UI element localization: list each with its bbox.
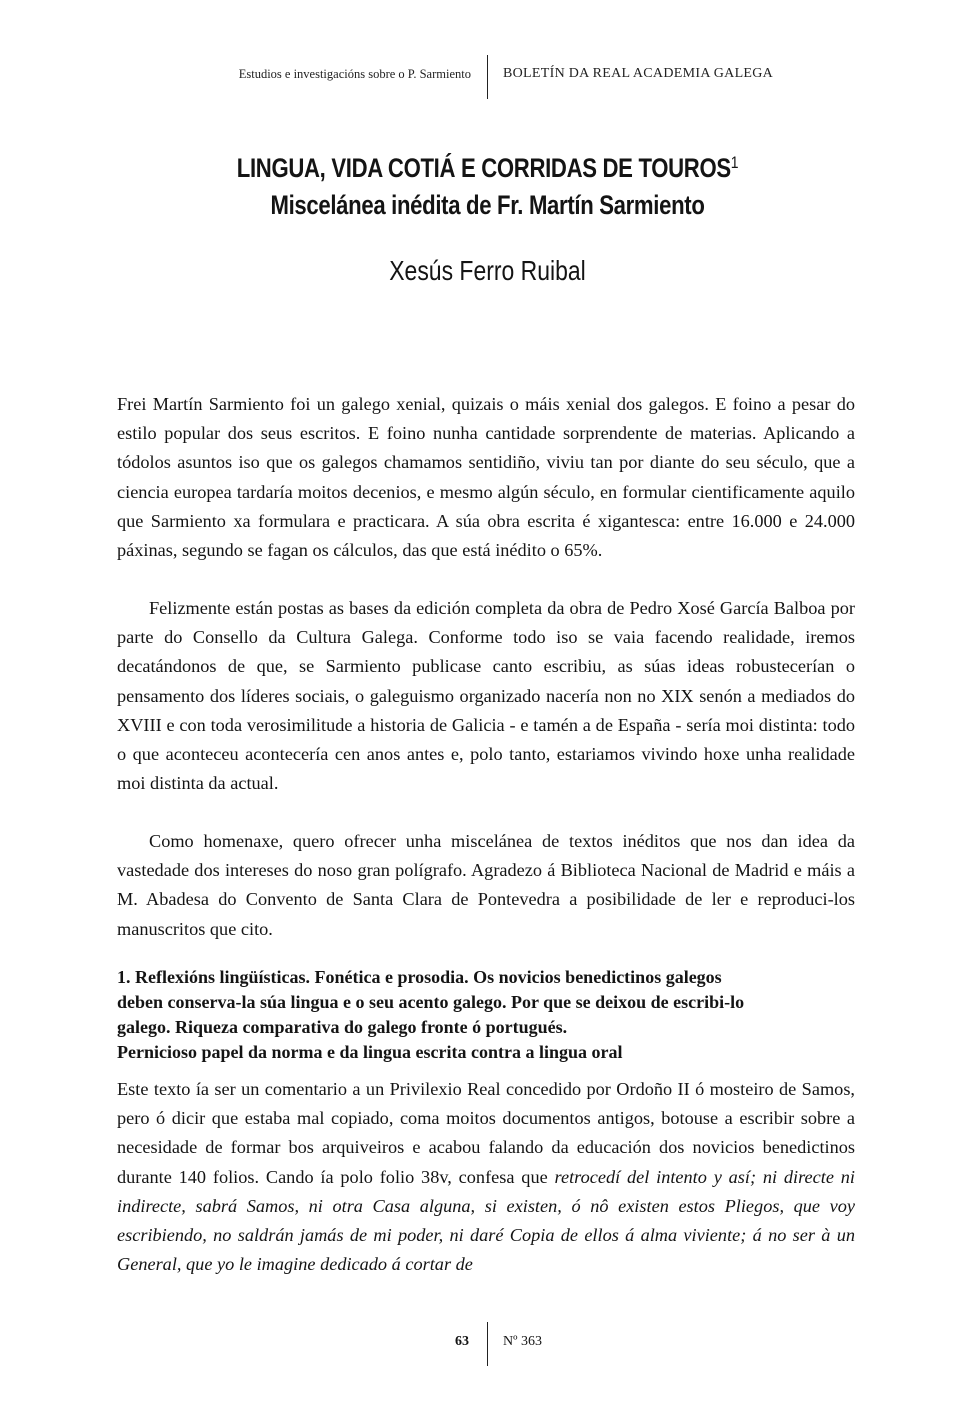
paragraph-text: [117, 1075, 855, 1279]
section-heading-line: galego. Riqueza comparativa do galego fronte ó portugués.: [117, 1017, 568, 1037]
quoted-passage: retrocedí del intento y así; ni directe ni indirecte, sabrá Samos, ni otra Casa alguna, si existen, ó nô existen estos Pliegos, que voy escribiendo, no saldrán jamás de mi poder, ni daré Copia de ellos á alma viviente; á no ser à un General, que yo le imagine dedicado á cortar de: [117, 1166, 855, 1275]
issue-number: Nº 363: [503, 1334, 542, 1349]
paragraph-plain-text: Este texto ía ser un comentario a un Privilexio Real concedido por Ordoño II ó mosteiro de Samos, pero ó dicir que estaba mal copiado, coma moitos documentos antigos, botouse a escribir sobre a necesidade de formar bos arquiveiros e acabou falando da educación dos novicios benedictinos durante 140 folios. Cando ía polo folio 38v, confesa que: [117, 1079, 855, 1187]
title-text: LINGUA, VIDA COTIÁ E CORRIDAS DE TOUROS: [236, 153, 731, 183]
body-paragraph-2: [117, 594, 855, 798]
page-footer: [0, 1322, 975, 1366]
header-divider: [487, 55, 488, 99]
section-paragraph: [117, 1075, 855, 1279]
article-author: Xesús Ferro Ruibal: [389, 255, 586, 286]
section-heading-line: Pernicioso papel da norma e da lingua escrita contra a lingua oral: [117, 1042, 623, 1062]
section-heading-line: 1. Reflexións lingüísticas. Fonética e prosodia. Os novicios benedictinos galegos: [117, 967, 722, 987]
footnote-marker[interactable]: 1: [730, 153, 739, 172]
footer-divider: [487, 1322, 488, 1366]
article-title: [0, 144, 975, 224]
page-number: 63: [455, 1334, 469, 1349]
section-heading: [117, 965, 862, 1065]
article-title-main: [88, 144, 888, 187]
body-paragraph-3: [117, 827, 855, 944]
article-subtitle: Miscelánea inédita de Fr. Martín Sarmiento: [270, 190, 705, 220]
section-heading-line: deben conserva-la súa lingua e o seu acento galego. Por que se deixou de escribi-lo: [117, 992, 745, 1012]
paragraph-text: Felizmente están postas as bases da edición completa da obra de Pedro Xosé García Balboa por parte do Consello da Cultura Galega. Conforme todo iso se vaia facendo realidade, iremos decatándonos de que, se Sarmiento publicase canto escribiu, as súas ideas robustecerían o pensamento dos líderes sociais, o galeguismo organizado nacería non no XIX senón a mediados do XVIII e con toda verosimilitude a historia de Galicia - e tamén a de España - sería moi distinta: todo o que aconteceu acontecería cen anos antes e, polo tanto, estariamos vivindo hoxe unha realidade moi distinta da actual.: [117, 598, 855, 794]
running-header: [0, 55, 975, 99]
paragraph-text: Como homenaxe, quero ofrecer unha miscelánea de textos inéditos que nos dan idea da vastedade dos intereses do noso gran polígrafo. Agradezo á Biblioteca Nacional de Madrid e máis a M. Abadesa do Convento de Santa Clara de Pontevedra a posibilidade de ler e reproduci-los manuscritos que cito.: [117, 831, 855, 939]
paragraph-text: Frei Martín Sarmiento foi un galego xenial, quizais o máis xenial dos galegos. E foino a pesar do estilo popular dos seus escritos. E foino nunha cantidade sorprendente de materias. Aplicando a tódolos asuntos iso que os galegos chamamos sentidiño, viviu tan por diante do seu século, que a ciencia europea tardaría moitos decenios, e mesmo algún século, en formular cientificamente aquilo que Sarmiento xa formulara e practicara. A súa obra escrita é xigantesca: entre 16.000 e 24.000 páxinas, segundo se fagan os cálculos, das que está inédito o 65%.: [117, 394, 855, 561]
header-journal-title: BOLETÍN DA REAL ACADEMIA GALEGA: [503, 66, 774, 81]
body-paragraph-1: [117, 390, 855, 565]
header-section-title: Estudios e investigacións sobre o P. Sarmiento: [238, 67, 471, 81]
